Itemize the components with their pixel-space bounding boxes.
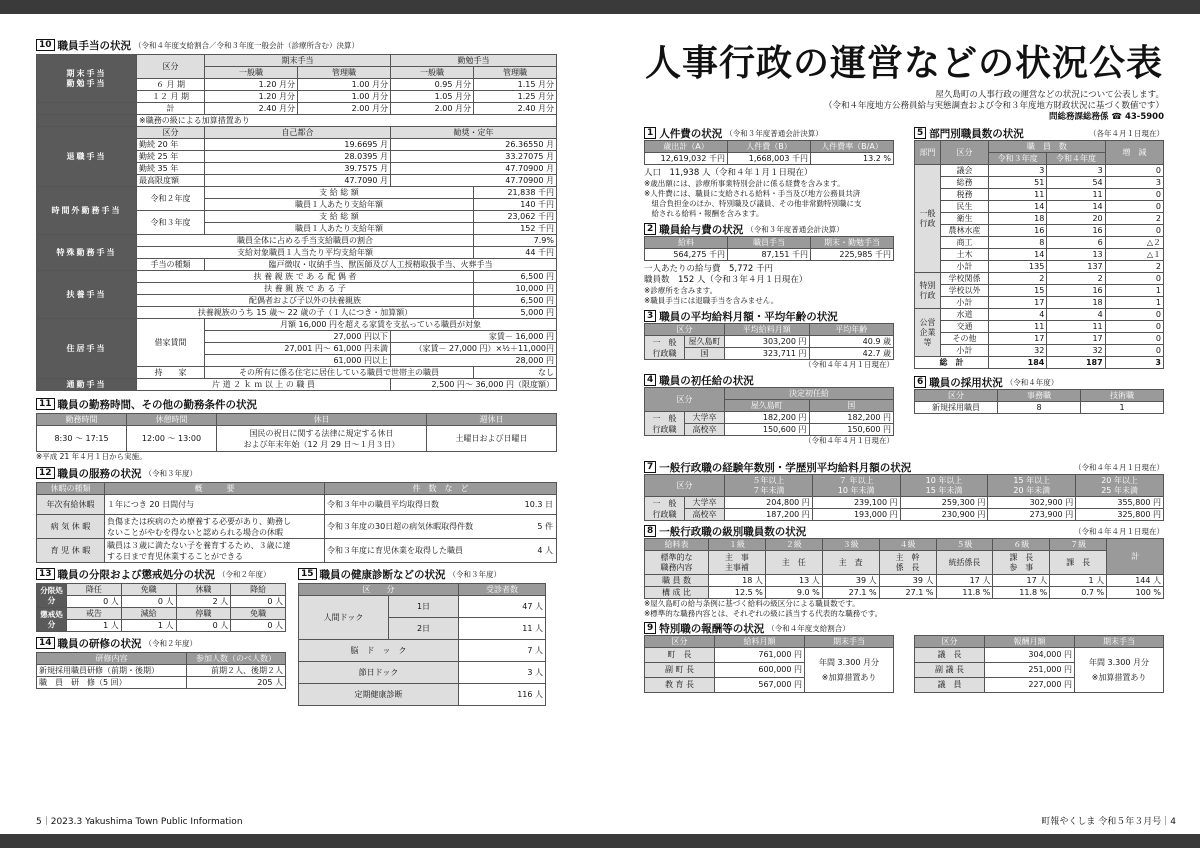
table-row: 勤続 25 年 28.0395 月 33.27075 月 bbox=[37, 151, 557, 163]
table-row: 最高限度額 47.7090 月 47.70900 月 bbox=[37, 175, 557, 187]
table-row: 一般行政 議会 3 3 0 bbox=[915, 165, 1164, 177]
s7-heading: 7 一般行政職の経験年数別・学歴別平均給料月額の状況 （令和４年４月１日現在） bbox=[644, 460, 1164, 474]
table-row: その他 17 17 0 bbox=[915, 333, 1164, 345]
table-row: ６ 月 期 1.20 月分 1.00 月分 0.95 月分 1.15 月分 bbox=[37, 79, 557, 91]
s10-heading bbox=[36, 38, 556, 52]
s13-heading: 13 職員の分限および懲戒処分の状況 （令和２年度） bbox=[36, 567, 286, 581]
avg-salary-table: 区分 平均給料月額 平均年齢 一 般 行政職 屋久島町 303,200 円 40.9 歳 国 323,711 円 42.7 歳 bbox=[644, 323, 894, 360]
left-page bbox=[36, 0, 556, 706]
right-page: 人事行政の運営などの状況公表 屋久島町の人事行政の運営などの状況について公表します。 （令和４年度地方公務員給与実態調査および令和３年度地方財政状況に基づく数値です） 問総務課総務係 ☎ 43-5900 1 人件費の状況 （令和３年度普通会計決算） 歳出計（A） 人件費（B） 人件費率（B/A） 12,619,032 千円 1,668,003 千円 13.2 % 人口 11,938 人（令和４年１月１日現在） ※歳出額には、診療所事業特別会計に係る経費を含みます。 ※人件費には、職員に支給される給料・手当及び地方公務員共済 組合負担金のほか、特別職及び議員、その他非常勤特別職に支 給される給料・報酬を含みます。 2 職員給与費の状況 （令和３年度普通会計決算） 給料 職員手当 期末・勤勉手当 564,275 千円 87,151 千円 225,985 千円 一人あたりの給与費 5,772 千円 職員数 152 人（令和３年４月１日現在） ※診療所を含みます。 ※職員手当には退職手当を含みません。 3 職員の平均給料月額・平均年齢の状況 区分 平均給料月額 平均年齢 一 般 行政職 屋久島町 303,200 円 40.9 歳 国 323,711 円 42.7 歳 （令和４年４月１日現在） 4 職員の初任給の状況 区分 決定初任給 屋久島町 国 一 般 行政職 大学卒 182,200 円 182,200 円 高校卒 150,600 円 150,600 円 （令和４年４月１日現在） 5 部門別職員数の状況 （各年４月１日現在） 部門 区分 職 員 数 増 減 令和３年度 令和４年度 一般行政 議会 3 3 0 総務 51 54 3 税務 11 11 0 民生 14 14 0 衛生 18 20 2 農林水産 16 16 0 商工 8 6 △２ 土木 14 13 △１ 小計 135 137 2 特別行政 学校関係 2 2 0 学校以外 15 16 1 小計 17 18 1 公営企業等 水道 4 4 0 交通 11 11 0 その他 17 17 0 小計 32 32 0 総 計 184 187 3 6 職員の採用状況 （令和４年度） 区分 事務職 技術職 新規採用職員 8 1 7 一般行政職の経験年数別・学歴別平均給料月額の状況 （令和４年４月１日現在） 区分 ５年以上 ７年未満 ７ 年以上 10 年未満 10 年以上 15 年未満 15 年以上 20 年未満 20 年以上 25 年未満 一 般 行政職 大学卒 204,800 円 239,100 円 259,300 円 302,900 円 355,800 円 高校卒 187,200 円 193,000 円 230,900 円 273,900 円 325,800 円 8 一般行政職の級別職員数の状況 （令和４年４月１日現在） 給料表 １級 ２級 ３級 ４級 ５級 ６級 ７級 計 標準的な 職務内容 主 事 主事補 主 任 主 査 主 幹 係 長 統括係長 課 長 参 事 課 長 職 員 数 18 人 13 人 39 人 39 人 17 人 17 人 1 人 144 人 構 成 比 12.5 % 9.0 % 27.1 % 27.1 % 11.8 % 11.8 % 0.7 % 100 % ※屋久島町の給与条例に基づく給料の級区分による職員数です。 ※標準的な職務内容とは、それぞれの級に該当する代表的な職務です。 9 特別職の報酬等の状況 （令和４年度支給割合） 区分 給料月額 期末手当 町 長 761,000 円 年間 3.300 月分 ※加算措置あり 副 町 長 600,000 円 教 育 長 567,000 円 区分 報酬月額 期末手当 議 長 304,000 円 年間 3.300 月分 ※加算措置あり 副 議 長 251,000 円 議 員 227,000 円 bbox=[644, 0, 1164, 693]
allowance-table: 期末手当 勤勉手当 区分 期末手当 勤勉手当 一般職 管理職 一般職 管理職 ６ 月 期 1.20 月分 1.00 月分 0.95 月分 1.15 月分 １２ 月 期 1.20 月分 1.00 月分 1.05 月分 1.25 月分 計 2.40 月分 2.00 月分 2.00 月分 2.40 月分 ※職務の級による加算措置あり 退職手当 区分 自己都合 勧奨・定年 勤続 20 年 19.6695 月 26.36550 月 勤続 25 年 28.0395 月 33.27075 月 勤続 35 年 39.7575 月 47.70900 月 最高限度額 47.7090 月 47.70900 月 時間外勤務手当 令和２年度 支 給 総 額 21,838 千円 職員１人あたり支給年額 140 千円 令和３年度 支 給 総 額 23,062 千円 職員１人あたり支給年額 152 千円 特殊勤務手当 職員全体に占める手当支給職員の割合 7.9% 支給対象職員１人当たり平均支給年額 44 千円 手当の種類 臨戸徴収・収納手当、獣医師及び人工授精取扱手当、火葬手当 扶養手当 扶 養 親 族 で あ る 配 偶 者 6,500 円 扶 養 親 族 で あ る 子 10,000 円 配偶者および子以外の扶養親族 6,500 円 扶養親族のうち 15 歳〜 22 歳の子（１人につき・加算額） 5,000 円 住居手当 借家賃間 月額 16,000 円を超える家賃を支払っている職員が対象 27,000 円以下 家賃－ 16,000 円 27,001 円〜 61,000 円未満 （家賃－ 27,000 円）×½＋11,000円 61,000 円以上 28,000 円 持 家 その所有に係る住宅に居住している職員で世帯主の職員 なし 通勤手当 片 道 ２ ｋ ｍ 以 上 の 職 員 2,500 円〜 36,000 円（限度額） bbox=[36, 54, 557, 391]
bottom-bar bbox=[0, 834, 1200, 848]
s6-heading: 6 職員の採用状況 （令和４年度） bbox=[914, 375, 1164, 389]
bonus-note: ※職務の級による加算措置あり bbox=[137, 115, 557, 127]
table-row: 小計 135 137 2 bbox=[915, 261, 1164, 273]
s8-heading: 8 一般行政職の級別職員数の状況 （令和４年４月１日現在） bbox=[644, 524, 1164, 538]
starting-salary-table: 区分 決定初任給 屋久島町 国 一 般 行政職 大学卒 182,200 円 182,200 円 高校卒 150,600 円 150,600 円 bbox=[644, 387, 894, 436]
footer-left: 5｜2023.3 Yakushima Town Public Information bbox=[36, 817, 243, 827]
retire-label: 退職手当 bbox=[37, 127, 137, 187]
page-title: 人事行政の運営などの状況公表 bbox=[644, 43, 1163, 84]
s5-heading: 5 部門別職員数の状況 （各年４月１日現在） bbox=[914, 126, 1164, 140]
s10-sub: （令和４年度支給割合／令和３年度一般会計（診療所含む）決算） bbox=[134, 40, 360, 50]
table-row: 計 2.40 月分 2.00 月分 2.00 月分 2.40 月分 bbox=[37, 103, 557, 115]
s10-number: 10 bbox=[36, 39, 55, 51]
dept-staff-table: 部門 区分 職 員 数 増 減 令和３年度 令和４年度 一般行政 議会 3 3 0 総務 51 54 3 税務 11 11 0 民生 14 14 0 衛生 18 20 2 農林水産 16 16 0 商工 8 6 △２ 土木 14 13 △１ 小計 135 137 2 特別行政 学校関係 2 2 0 学校以外 15 16 1 小計 17 18 1 公営企業等 水道 4 4 0 交通 11 11 0 その他 17 17 0 小計 32 32 0 総 計 184 187 3 bbox=[914, 140, 1164, 369]
s3-heading: 3 職員の平均給料月額・平均年齢の状況 bbox=[644, 309, 894, 323]
salary-cost-table: 給料 職員手当 期末・勤勉手当 564,275 千円 87,151 千円 225,985 千円 bbox=[644, 236, 894, 261]
intro: 屋久島町の人事行政の運営などの状況について公表します。 （令和４年度地方公務員給与実態調査および令和３年度地方財政状況に基づく数値です） 問総務課総務係 ☎ 43-5900 bbox=[823, 90, 1164, 122]
experience-salary-table: 区分 ５年以上 ７年未満 ７ 年以上 10 年未満 10 年以上 15 年未満 15 年以上 20 年未満 20 年以上 25 年未満 一 般 行政職 大学卒 204,800 円 239,100 円 259,300 円 302,900 円 355,800 円 高校卒 187,200 円 193,000 円 230,900 円 273,900 円 325,800 円 bbox=[644, 474, 1164, 521]
s10-title: 職員手当の状況 bbox=[57, 39, 132, 52]
housing-label: 住居手当 bbox=[37, 319, 137, 379]
personnel-cost-table: 歳出計（A） 人件費（B） 人件費率（B/A） 12,619,032 千円 1,668,003 千円 13.2 % bbox=[644, 140, 894, 165]
table-row: １２ 月 期 1.20 月分 1.00 月分 1.05 月分 1.25 月分 bbox=[37, 91, 557, 103]
s14-heading: 14 職員の研修の状況 （令和２年度） bbox=[36, 636, 286, 650]
s11-note: ※平成 21 年４月１日から実施。 bbox=[36, 452, 147, 461]
discipline-table: 分限処分 降任 免職 休職 降給 0 人 0 人 2 人 0 人 懲戒処分 戒告 減給 停職 免職 1 人 1 人 0 人 0 人 bbox=[36, 583, 286, 632]
table-row: 小計 17 18 1 bbox=[915, 297, 1164, 309]
table-row: 学校以外 15 16 1 bbox=[915, 285, 1164, 297]
table-row: 民生 14 14 0 bbox=[915, 201, 1164, 213]
table-row: 総務 51 54 3 bbox=[915, 177, 1164, 189]
special-label: 特殊勤務手当 bbox=[37, 235, 137, 271]
table-row: 商工 8 6 △２ bbox=[915, 237, 1164, 249]
table-row: 税務 11 11 0 bbox=[915, 189, 1164, 201]
table-row: 勤続 20 年 19.6695 月 26.36550 月 bbox=[37, 139, 557, 151]
table-row: 土木 14 13 △１ bbox=[915, 249, 1164, 261]
health-table: 区 分 受診者数 人間ドック 1日 47 人 2日 11 人 脳 ド ッ ク 7 人 節日ドック 3 人 定期健康診断 116 人 bbox=[298, 583, 546, 706]
commute-label: 通勤手当 bbox=[37, 379, 137, 391]
work-hours-table: 勤務時間 休憩時間 休日 週休日 8:30 〜 17:15 12:00 〜 13:00 国民の祝日に関する法律に規定する休日 および年末年始（12 月 29 日〜１月３日） 土曜日および日曜日 bbox=[36, 413, 557, 452]
s12-heading: 12 職員の服務の状況 （令和３年度） bbox=[36, 466, 556, 480]
footer-right: 町報やくしま 令和５年３月号｜4 bbox=[1041, 817, 1176, 827]
s9-heading: 9 特別職の報酬等の状況 （令和４年度支給割合） bbox=[644, 621, 1164, 635]
table-row: 公営企業等 水道 4 4 0 bbox=[915, 309, 1164, 321]
grade-staff-table: 給料表 １級 ２級 ３級 ４級 ５級 ６級 ７級 計 標準的な 職務内容 主 事 主事補 主 任 主 査 主 幹 係 長 統括係長 課 長 参 事 課 長 職 員 数 18 人 13 人 39 人 39 人 17 人 17 人 1 人 144 人 構 成 比 12.5 % 9.0 % 27.1 % 27.1 % 11.8 % 11.8 % 0.7 % 100 % bbox=[644, 538, 1164, 599]
s15-heading: 15 職員の健康診断などの状況 （令和３年度） bbox=[298, 567, 546, 581]
s1-heading: 1 人件費の状況 （令和３年度普通会計決算） bbox=[644, 126, 894, 140]
overtime-label: 時間外勤務手当 bbox=[37, 187, 137, 235]
recruit-table: 区分 事務職 技術職 新規採用職員 8 1 bbox=[914, 389, 1164, 414]
service-table: 休暇の種類 概 要 件 数 な ど 年次有給休暇 １年につき 20 日間付与 令和３年中の職員平均取得日数 10.3 日 病 気 休 暇 負傷または疾病のため療養する必要があり、勤務し ないことがやむを得ないと認められる場合の休暇 令和３年度の30日超の病気休暇取得件数 5 件 育 児 休 暇 職員は３歳に満たない子を養育するため、３歳に達 する日まで育児休業することができる 令和３年度に育児休業を取得した職員 4 人 bbox=[36, 482, 557, 563]
family-label: 扶養手当 bbox=[37, 271, 137, 319]
table-row: 勤続 35 年 39.7575 月 47.70900 月 bbox=[37, 163, 557, 175]
table-row: 特別行政 学校関係 2 2 0 bbox=[915, 273, 1164, 285]
special-staff-table-2: 区分 報酬月額 期末手当 議 長 304,000 円 年間 3.300 月分 ※加算措置あり 副 議 長 251,000 円 議 員 227,000 円 bbox=[914, 635, 1164, 693]
bonus-label: 期末手当 勤勉手当 bbox=[37, 55, 137, 103]
table-row: 小計 32 32 0 bbox=[915, 345, 1164, 357]
table-row: 交通 11 11 0 bbox=[915, 321, 1164, 333]
table-row: 衛生 18 20 2 bbox=[915, 213, 1164, 225]
s2-heading: 2 職員給与費の状況 （令和３年度普通会計決算） bbox=[644, 222, 894, 236]
table-row: 農林水産 16 16 0 bbox=[915, 225, 1164, 237]
special-staff-table-1: 区分 給料月額 期末手当 町 長 761,000 円 年間 3.300 月分 ※加算措置あり 副 町 長 600,000 円 教 育 長 567,000 円 bbox=[644, 635, 894, 693]
s4-heading: 4 職員の初任給の状況 bbox=[644, 373, 894, 387]
training-table: 研修内容 参加人数（のべ人数） 新規採用職員研修（前期・後期） 前期２人、後期２人 職 員 研 修（5 回） 205 人 bbox=[36, 652, 286, 689]
s11-heading: 11 職員の勤務時間、その他の勤務条件の状況 bbox=[36, 397, 556, 411]
